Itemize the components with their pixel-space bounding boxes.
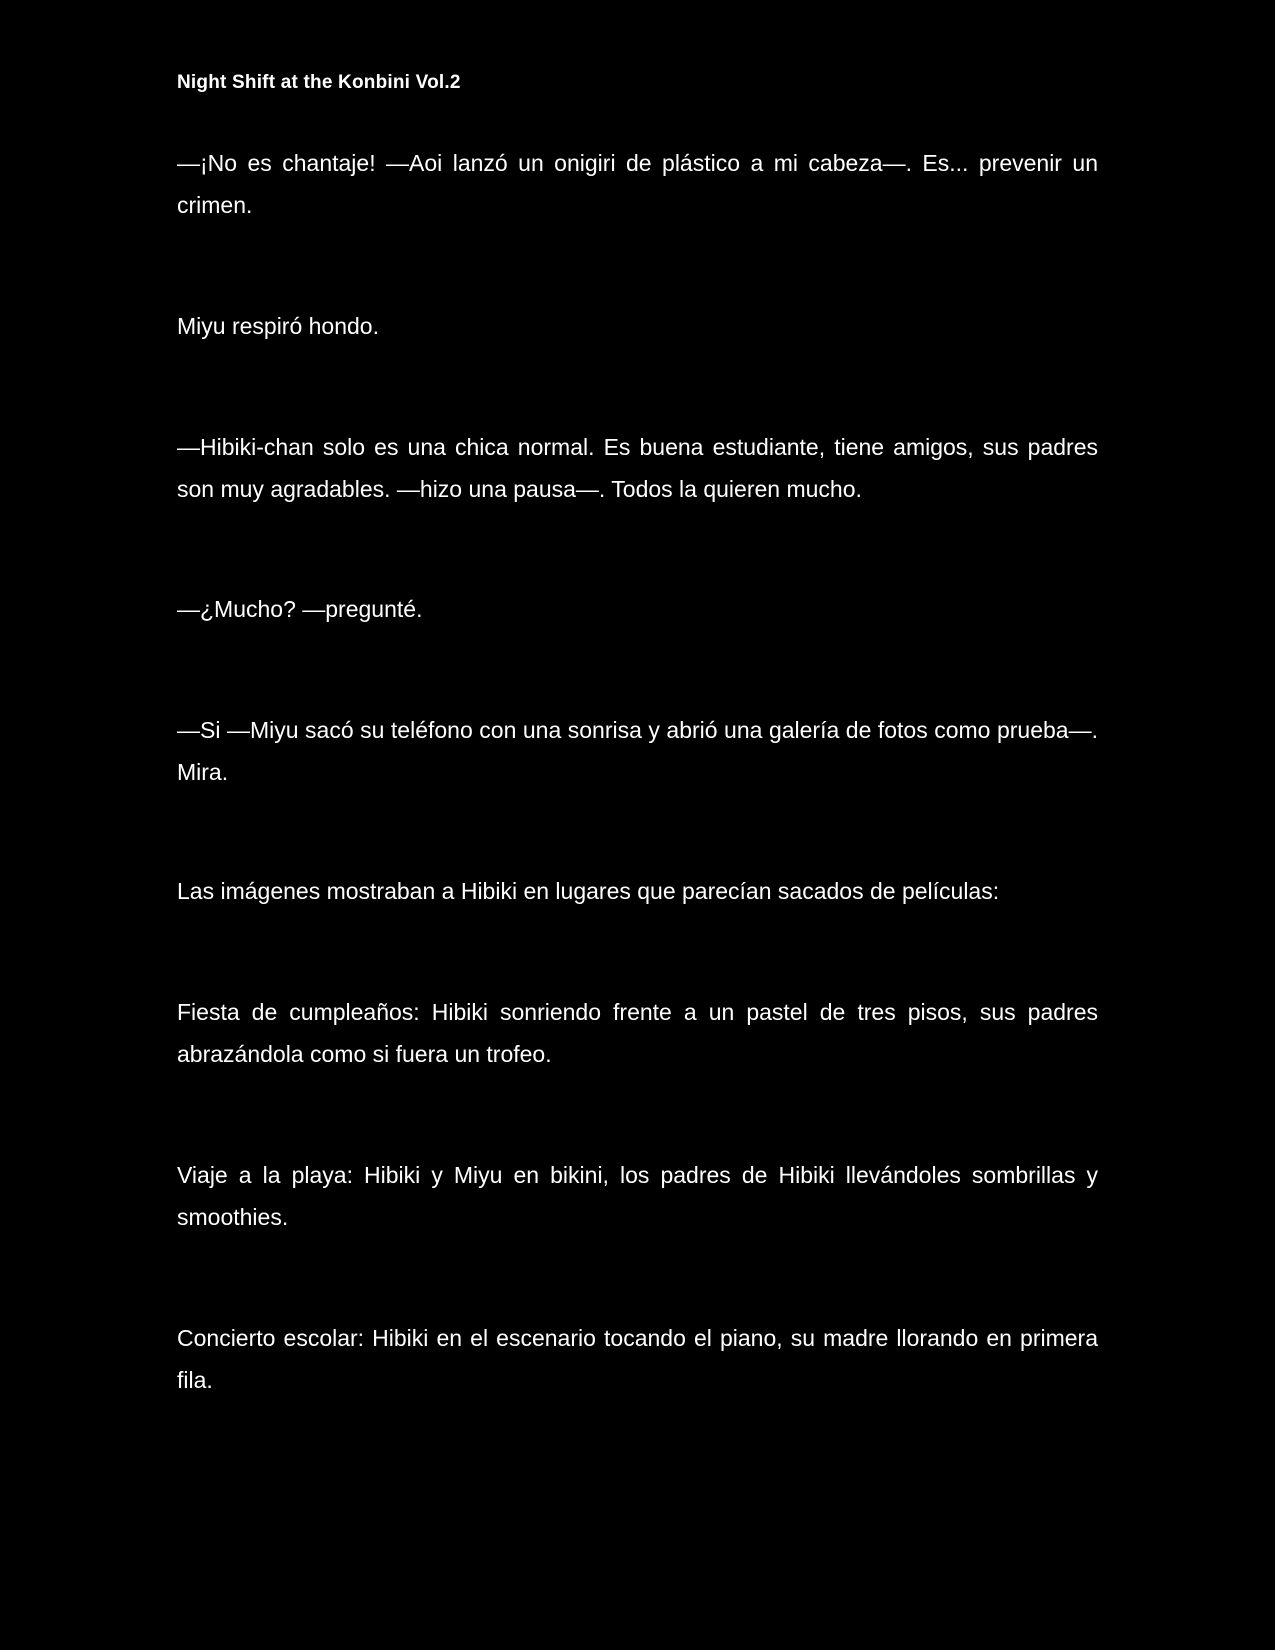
- paragraph: —¡No es chantaje! —Aoi lanzó un onigiri de plástico a mi cabeza—. Es... prevenir un crimen.: [177, 150, 1098, 218]
- document-page: [177, 0, 1098, 1650]
- paragraph: Viaje a la playa: Hibiki y Miyu en bikini, los padres de Hibiki llevándoles sombrillas y smoothies.: [177, 1162, 1098, 1230]
- paragraph: —Hibiki-chan solo es una chica normal. Es buena estudiante, tiene amigos, sus padres son muy agradables. —hizo una pausa—. Todos la quieren mucho.: [177, 434, 1098, 502]
- paragraph: Concierto escolar: Hibiki en el escenario tocando el piano, su madre llorando en primera fila.: [177, 1325, 1098, 1393]
- paragraph: Las imágenes mostraban a Hibiki en lugares que parecían sacados de películas:: [177, 878, 1000, 904]
- paragraph: Fiesta de cumpleaños: Hibiki sonriendo frente a un pastel de tres pisos, sus padres abrazándola como si fuera un trofeo.: [177, 999, 1098, 1067]
- running-header: Night Shift at the Konbini Vol.2: [177, 72, 461, 93]
- paragraph: Miyu respiró hondo.: [177, 313, 379, 339]
- paragraph: —Si —Miyu sacó su teléfono con una sonrisa y abrió una galería de fotos como prueba—. Mira.: [177, 717, 1098, 785]
- paragraph: —¿Mucho? —pregunté.: [177, 596, 423, 622]
